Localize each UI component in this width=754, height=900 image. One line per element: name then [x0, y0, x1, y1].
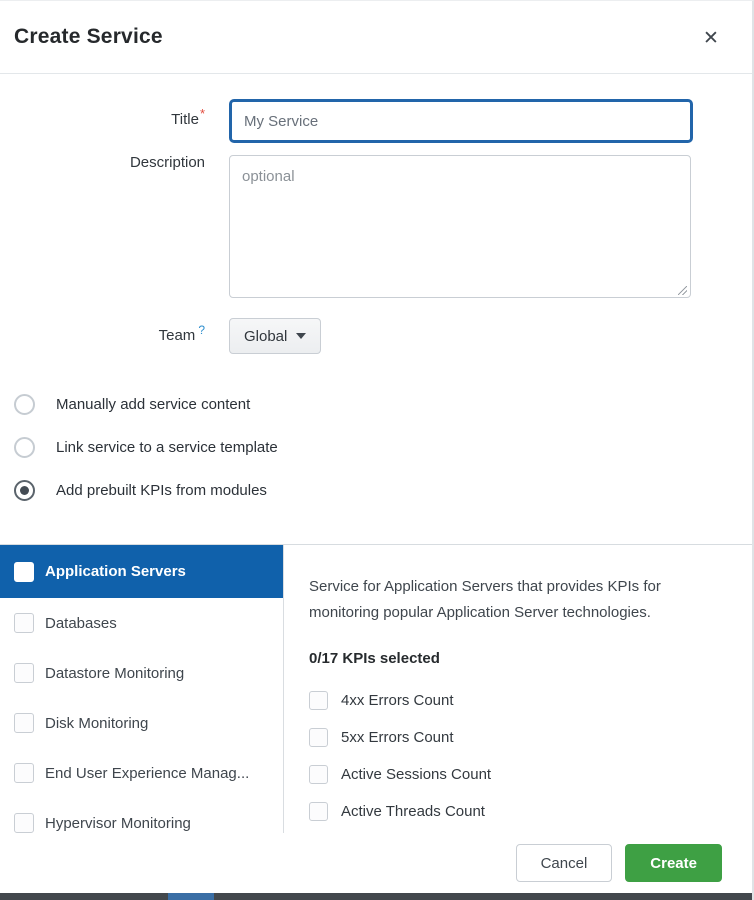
title-label: Title*	[171, 106, 205, 128]
module-checkbox[interactable]	[14, 813, 34, 833]
cancel-button[interactable]: Cancel	[516, 844, 613, 882]
module-row-end-user-experience[interactable]: End User Experience Manag...	[0, 748, 283, 798]
kpi-summary: 0/17 KPIs selected	[309, 650, 440, 667]
kpi-row-5xx-errors[interactable]: 5xx Errors Count	[309, 719, 722, 756]
module-checkbox[interactable]	[14, 763, 34, 783]
module-row-datastore-monitoring[interactable]: Datastore Monitoring	[0, 648, 283, 698]
close-icon[interactable]: ✕	[698, 25, 724, 51]
module-description: Service for Application Servers that provides KPIs for monitoring popular Application Server technologies.	[309, 578, 661, 621]
modal-header	[0, 1, 752, 74]
team-row	[0, 318, 752, 354]
module-checkbox[interactable]	[14, 713, 34, 733]
module-list	[0, 545, 284, 833]
module-row-hypervisor-monitoring[interactable]: Hypervisor Monitoring	[0, 798, 283, 833]
kpi-row-active-threads[interactable]: Active Threads Count	[309, 793, 722, 830]
kpi-checkbox[interactable]	[309, 765, 328, 784]
radio-link-template[interactable]	[14, 437, 752, 458]
service-content-radio-group	[14, 394, 752, 501]
required-asterisk: *	[199, 106, 205, 121]
help-icon: ?	[198, 323, 205, 337]
kpi-row-4xx-errors[interactable]: 4xx Errors Count	[309, 682, 722, 719]
modal-footer	[0, 833, 752, 893]
kpi-row-active-sessions[interactable]: Active Sessions Count	[309, 756, 722, 793]
module-row-application-servers[interactable]: Application Servers	[0, 545, 283, 598]
description-row	[0, 143, 752, 303]
title-row	[0, 99, 752, 143]
create-button[interactable]: Create	[625, 844, 722, 882]
team-dropdown[interactable]	[229, 318, 321, 354]
resize-handle-icon[interactable]	[678, 286, 687, 295]
chevron-down-icon	[296, 333, 306, 339]
radio-manually-add[interactable]	[14, 394, 752, 415]
module-checkbox[interactable]	[14, 613, 34, 633]
bottom-accent-segment	[168, 893, 214, 900]
radio-icon	[14, 394, 35, 415]
kpi-checkbox[interactable]	[309, 728, 328, 747]
team-dropdown-value: Global	[244, 327, 288, 345]
radio-icon-selected	[14, 480, 35, 501]
kpi-list	[309, 682, 722, 830]
form-area	[0, 74, 752, 523]
kpi-checkbox[interactable]	[309, 691, 328, 710]
module-row-databases[interactable]: Databases	[0, 598, 283, 648]
team-label: Team ?	[158, 323, 205, 344]
radio-icon	[14, 437, 35, 458]
title-input[interactable]	[229, 99, 693, 143]
module-detail-panel	[284, 545, 752, 833]
description-label: Description	[129, 154, 205, 171]
kpi-checkbox[interactable]	[309, 802, 328, 821]
radio-label: Link service to a service template	[56, 439, 278, 456]
radio-label: Add prebuilt KPIs from modules	[56, 482, 267, 499]
module-checkbox[interactable]	[14, 663, 34, 683]
bottom-page-edge	[0, 893, 752, 900]
module-picker-section	[0, 544, 752, 833]
radio-label: Manually add service content	[56, 396, 251, 413]
radio-prebuilt-kpis[interactable]	[14, 480, 752, 501]
module-checkbox[interactable]	[14, 562, 34, 582]
description-textarea[interactable]	[229, 155, 691, 298]
module-row-disk-monitoring[interactable]: Disk Monitoring	[0, 698, 283, 748]
modal-title: Create Service	[14, 25, 163, 48]
